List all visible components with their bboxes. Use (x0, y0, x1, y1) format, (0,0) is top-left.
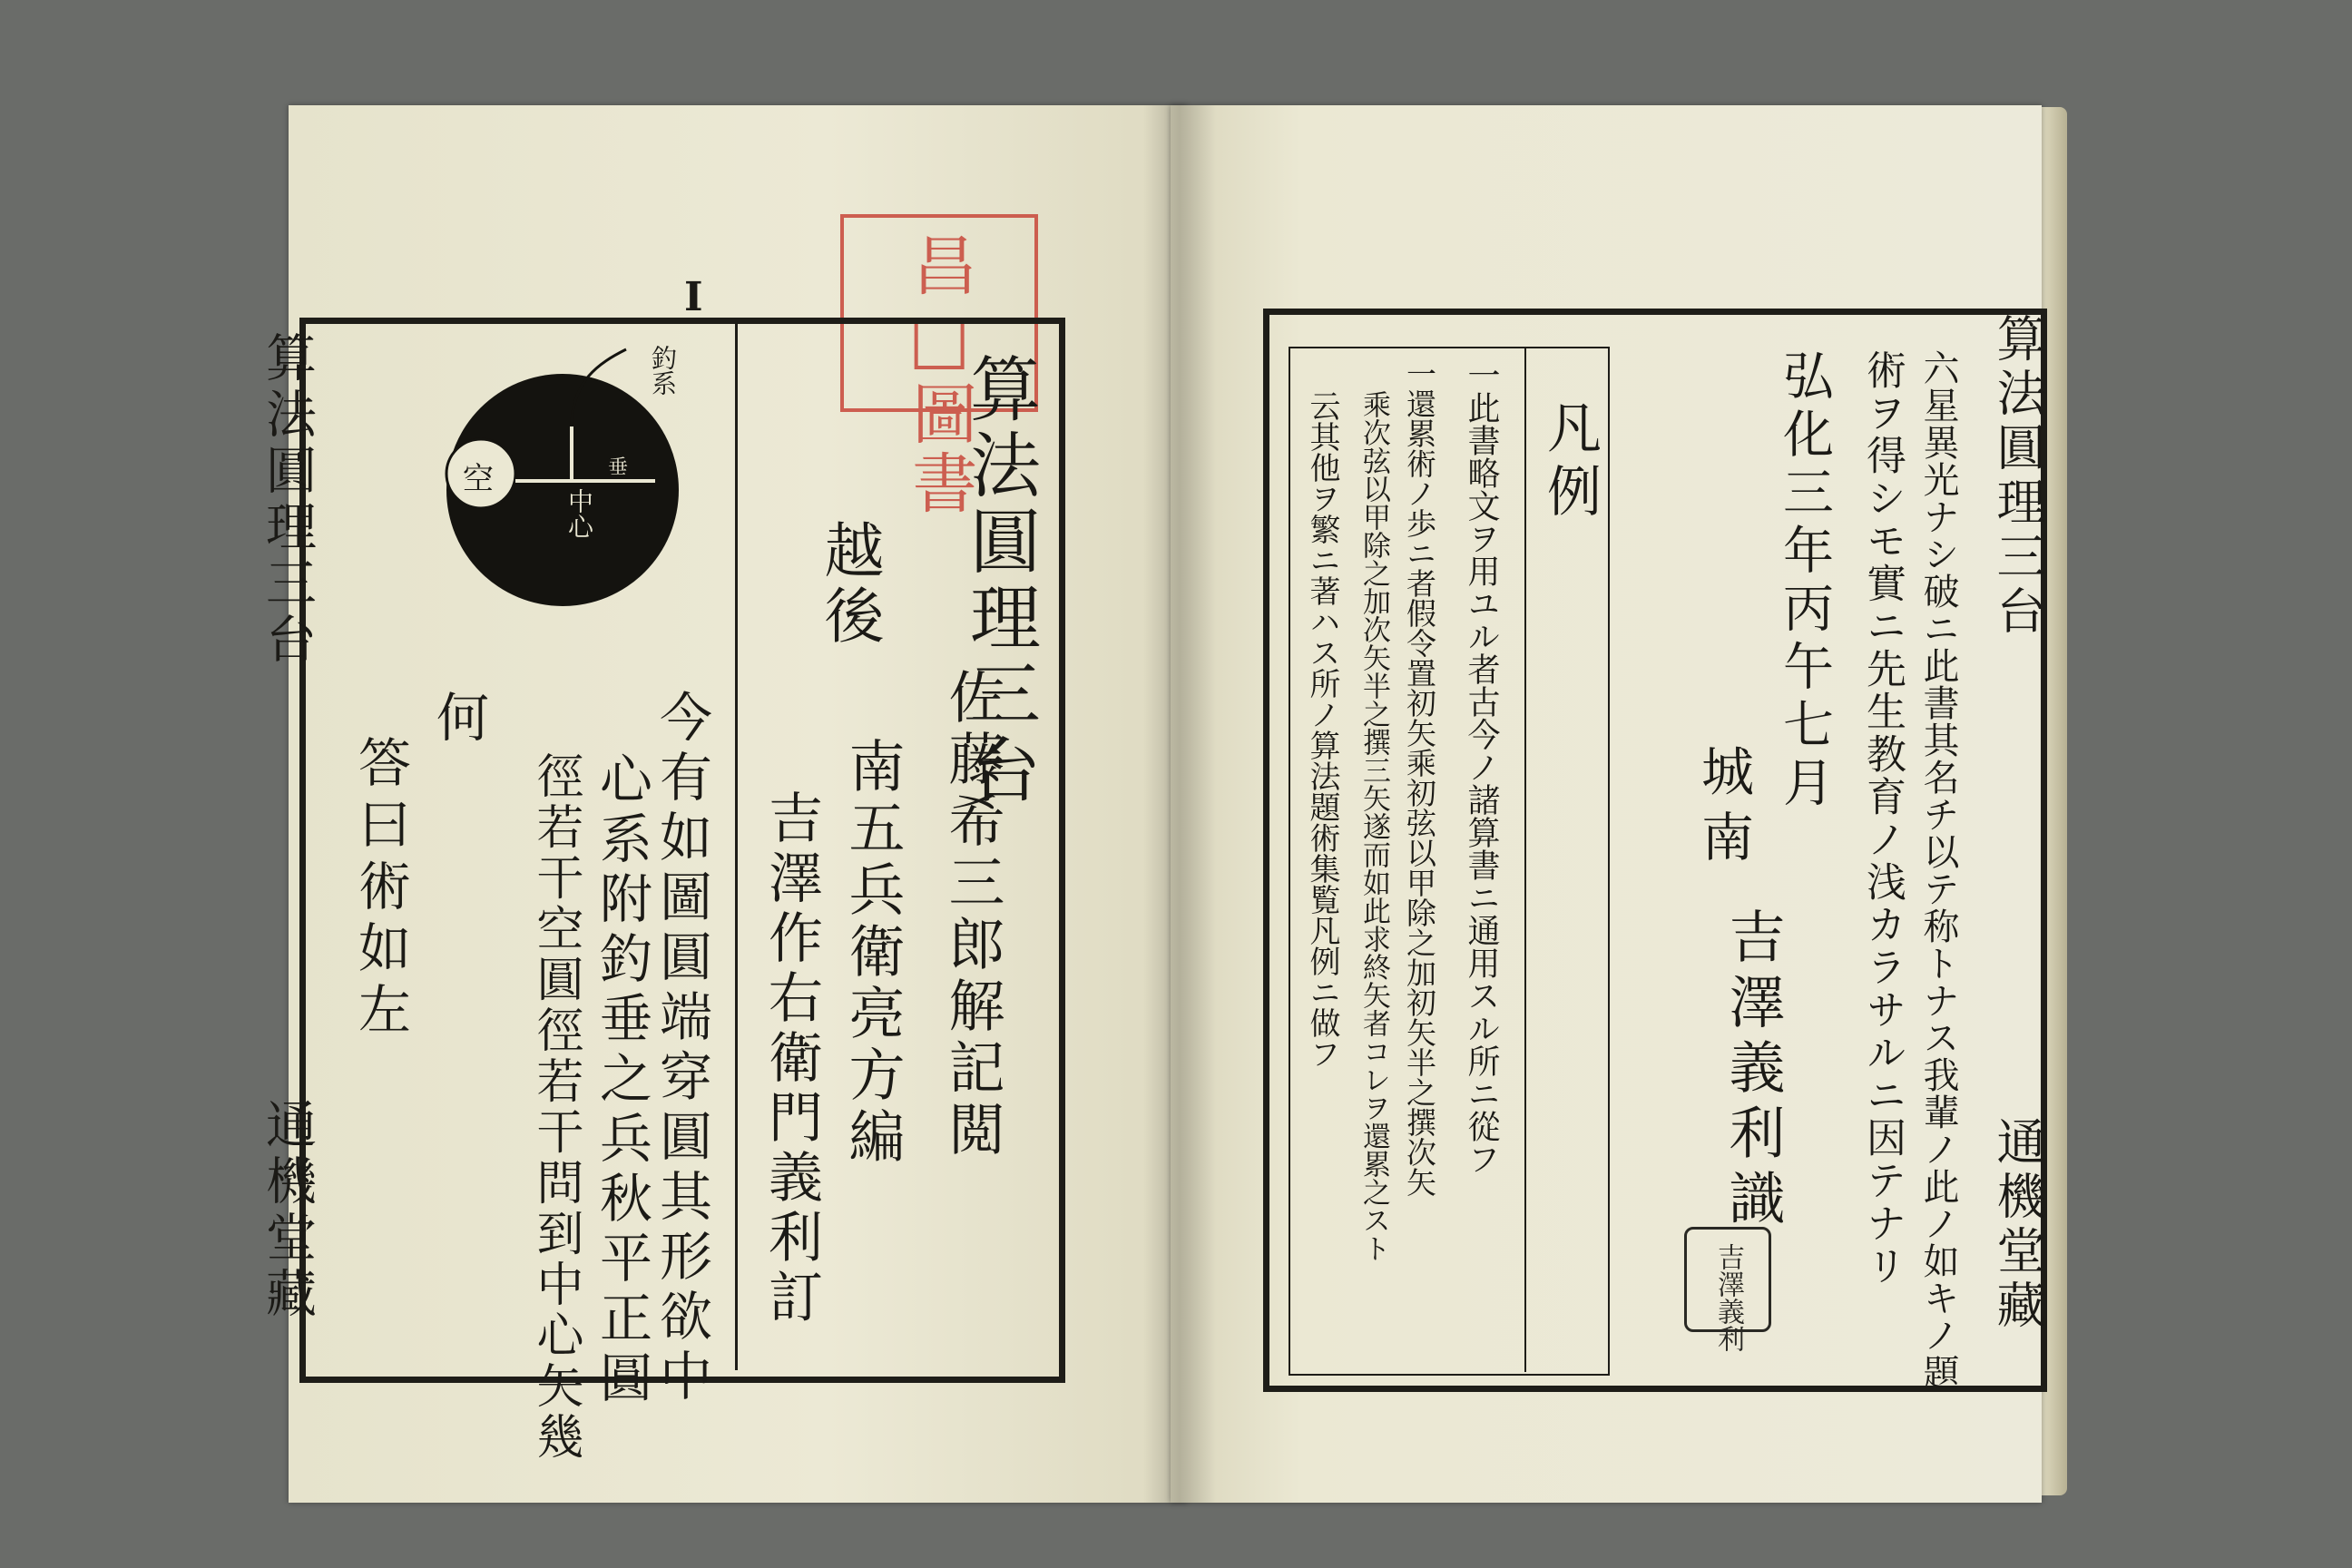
author-2: 南五兵衛亮方編 (839, 737, 906, 1169)
author-region: 越後 (814, 519, 884, 650)
gutter-shadow (1143, 105, 1216, 1503)
hanrei-divider (1524, 347, 1526, 1372)
problem-line-3: 徑若干空圓徑若干問到中心矢幾 (528, 751, 583, 1463)
book-title: 算法圓理三台 (958, 352, 1040, 809)
problem-line-4: 何 (427, 690, 489, 748)
right-margin-footer: 通機堂藏 (1989, 1116, 2046, 1334)
right-margin-title: 算法圓理三台 (1989, 313, 2046, 640)
author-1: 佐藤希三郎解記閲 (939, 668, 1005, 1161)
circle-diagram-svg (417, 345, 681, 608)
red-seal-text: 昌□圖書 (901, 231, 978, 518)
diagram-label-center: 中心 (564, 488, 594, 539)
left-margin-title: 算法圓理三台 (258, 331, 317, 669)
hanrei-line-2: 一還累術ノ歩ニ者假令置初矢乘初弦以甲除之加初矢半之撰次矢 (1402, 358, 1437, 1197)
signature-place: 城南 (1692, 744, 1754, 875)
left-margin-footer: 通機堂藏 (258, 1098, 317, 1323)
signature-stamp (1684, 1227, 1771, 1352)
preface-line-1: 六星異光ナシ破ニ此書其名チ以テ称トナス我輩ノ此ノ如キノ題 (1917, 349, 1959, 1391)
diagram-label-thread: 釣系 (648, 345, 678, 396)
diagram-label-weight: 垂 (608, 456, 629, 479)
hanrei-line-4: 云其他ヲ繁ニ著ハス所ノ算法題術集覧凡例ニ做フ (1304, 390, 1340, 1069)
problem-line-2: 心系附釣垂之兵秋平正圓 (591, 751, 652, 1410)
hanrei-line-1: 一此書略文ヲ用ユル者古今ノ諸算書ニ通用スル所ニ從フ (1463, 358, 1500, 1175)
diagram-label-void: 空 (463, 461, 494, 497)
hanrei-line-3: 乘次弦以甲除之加次矢半之撰三矢遂而如此求終矢者コレヲ還累之スト (1357, 390, 1390, 1262)
signature-name: 吉澤義利識 (1720, 907, 1786, 1234)
preface-date: 弘化三年丙午七月 (1775, 349, 1834, 814)
problem-line-1: 今有如圖圓端穿圓其形欲中 (651, 690, 712, 1408)
preface-line-2: 術ヲ得シモ實ニ先生教育ノ浅カラサルニ因テナリ (1859, 349, 1906, 1288)
left-frame-divider (735, 324, 738, 1370)
circle-diagram (417, 345, 681, 608)
hanrei-title: 凡例 (1538, 399, 1602, 526)
page-number: I (684, 274, 703, 320)
signature-stamp-text: 吉澤義利 (1712, 1243, 1744, 1352)
author-3: 吉澤作右衛門義利訂 (760, 789, 823, 1328)
answer-line: 答曰術如左 (349, 735, 411, 1044)
